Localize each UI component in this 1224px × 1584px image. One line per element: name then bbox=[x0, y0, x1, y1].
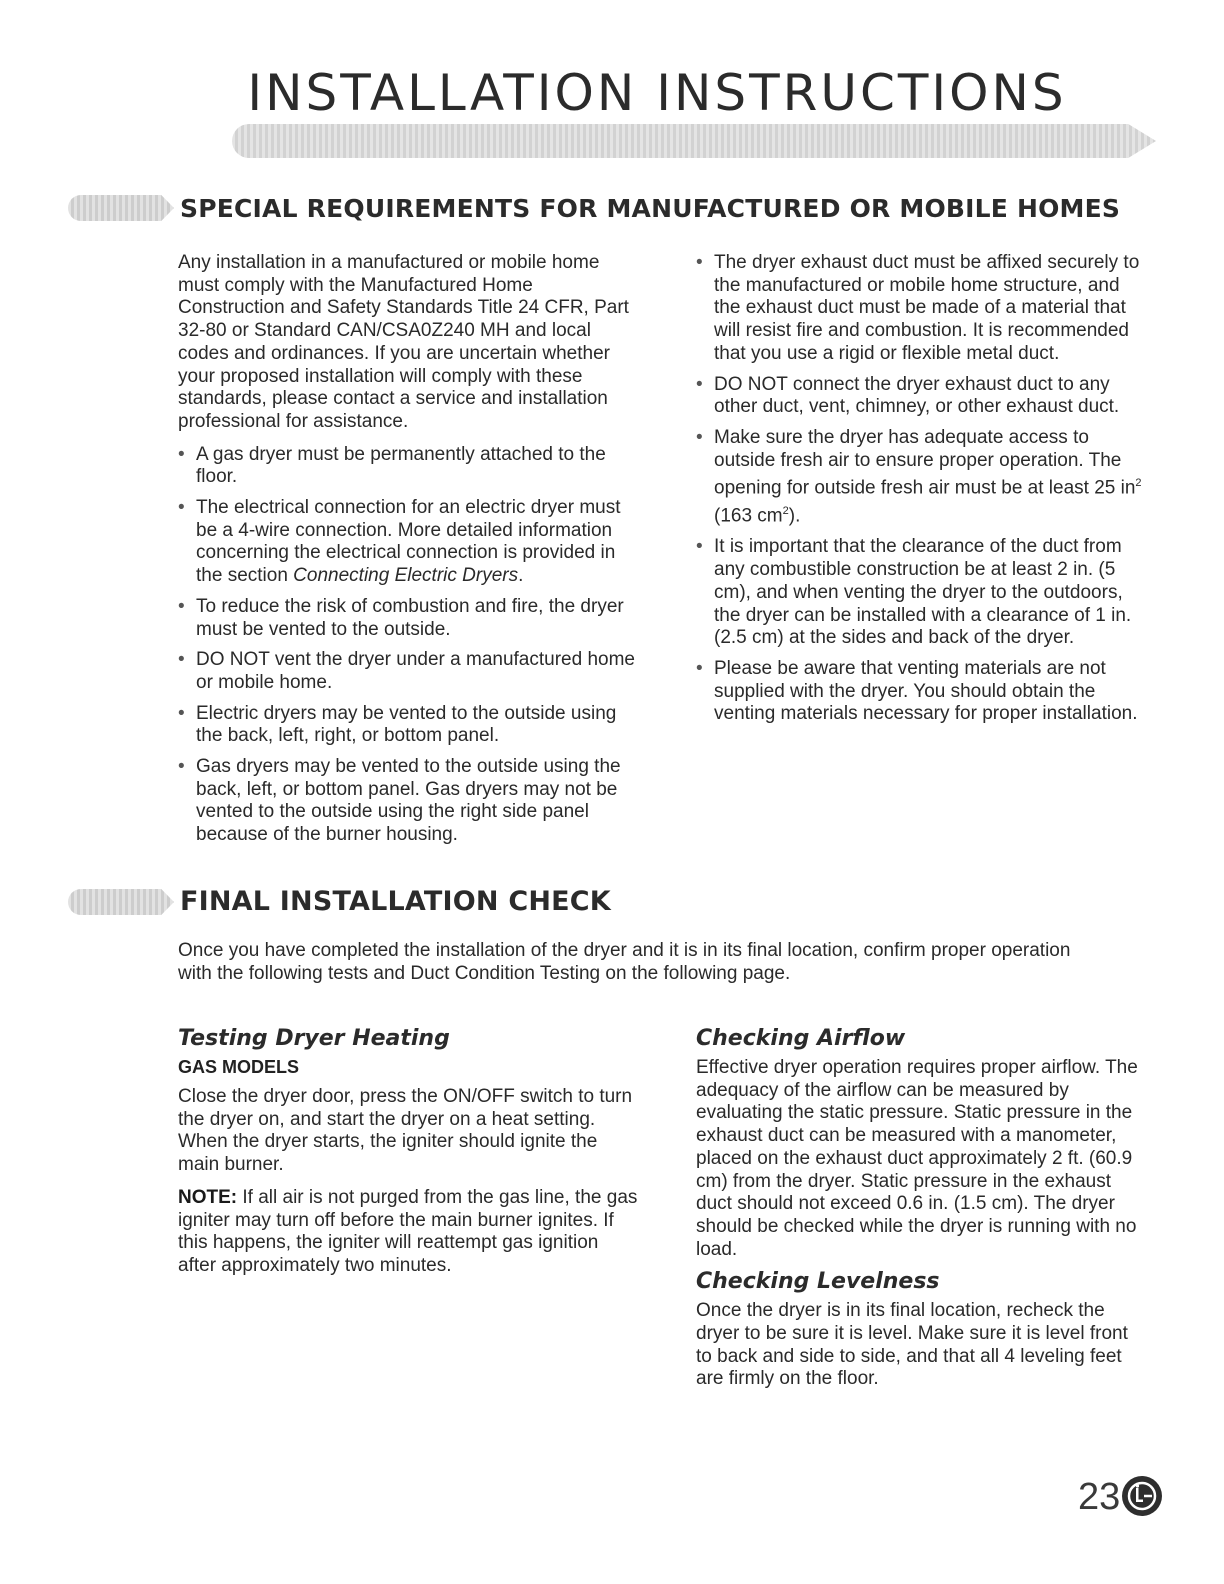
testing-heating-block bbox=[178, 1026, 638, 1278]
section2-intro: Once you have completed the installation of the dryer and it is in its final location, confirm proper operation with the following tests and Duct Condition Testing on the following page. bbox=[178, 940, 1071, 984]
list-item: • To reduce the risk of combustion and fire, the dryer must be vented to the outside. bbox=[178, 596, 638, 641]
gas-models-label: GAS MODELS bbox=[178, 1057, 300, 1077]
checking-airflow-block bbox=[696, 1026, 1144, 1391]
subheading-checking-levelness: Checking Levelness bbox=[696, 1269, 940, 1295]
list-item: • The dryer exhaust duct must be affixed securely to the manufactured or mobile home structure, and the exhaust duct must be made of a material that will resist fire and combustion. It is recommended that you use a rigid or flexible metal duct. bbox=[696, 252, 1148, 366]
section1-left-column bbox=[178, 252, 638, 855]
subheading-checking-airflow: Checking Airflow bbox=[696, 1026, 906, 1051]
page-title: INSTALLATION INSTRUCTIONS bbox=[247, 64, 1067, 122]
section1-intro: Any installation in a manufactured or mobile home must comply with the Manufactured Home Construction and Safety Standards Title 24 CFR, Part 32-80 or Standard CAN/CSA0Z240 MH and local codes and ordinances. If you are uncertain whether your proposed installation will comply with these standards, please contact a service and installation professional for assistance. bbox=[178, 252, 629, 432]
section1-right-bullets bbox=[696, 252, 1148, 726]
levelness-text: Once the dryer is in its final location, recheck the dryer to be sure it is level. Make sure it is level front to back and side to side, and that all 4 leveling feet are firmly on the floor. bbox=[696, 1300, 1128, 1390]
lg-logo-icon bbox=[1122, 1476, 1162, 1516]
subheading-testing-heating: Testing Dryer Heating bbox=[178, 1026, 450, 1051]
heating-note: NOTE: If all air is not purged from the gas line, the gas igniter may turn off before the main burner ignites. If this happens, the igniter will reattempt gas ignition after approximately two minutes. bbox=[178, 1186, 638, 1276]
list-item: • Gas dryers may be vented to the outside using the back, left, or bottom panel. Gas dryers may not be vented to the outside using the right side panel because of the burner housing. bbox=[178, 756, 638, 847]
list-item: • DO NOT connect the dryer exhaust duct to any other duct, vent, chimney, or other exhaust duct. bbox=[696, 374, 1148, 419]
section1-right-column bbox=[696, 252, 1148, 734]
section-heading-final-check: FINAL INSTALLATION CHECK bbox=[180, 886, 611, 917]
list-item: • Please be aware that venting materials are not supplied with the dryer. You should obtain the venting materials necessary for proper installation. bbox=[696, 658, 1148, 726]
section-reference: Connecting Electric Dryers bbox=[293, 565, 519, 587]
list-item: • DO NOT vent the dryer under a manufactured home or mobile home. bbox=[178, 649, 638, 694]
list-item: • The electrical connection for an electric dryer must be a 4-wire connection. More detailed information concerning the electrical connection is provided in the section Connecting Electric Dryers. bbox=[178, 497, 638, 588]
airflow-text: Effective dryer operation requires proper airflow. The adequacy of the airflow can be measured by evaluating the static pressure. Static pressure in the exhaust duct can be measured with a manometer, placed on the exhaust duct approximately 2 ft. (60.9 cm) from the dryer. Static pressure in the exhaust duct should not exceed 0.6 in. (1.5 cm). The dryer should be checked while the dryer is running with no load. bbox=[696, 1057, 1138, 1260]
section-arrow-icon bbox=[68, 889, 174, 915]
section-arrow-icon bbox=[68, 195, 174, 221]
heating-text: Close the dryer door, press the ON/OFF switch to turn the dryer on, and start the dryer on a heat setting. When the dryer starts, the igniter should ignite the main burner. bbox=[178, 1086, 633, 1176]
list-item: • Make sure the dryer has adequate access to outside fresh air to ensure proper operation. The opening for outside fresh air must be at least 25 $in^2$ (163 $cm^2$). bbox=[696, 427, 1148, 528]
section-heading-mobile-homes: SPECIAL REQUIREMENTS FOR MANUFACTURED OR MOBILE HOMES bbox=[180, 194, 1121, 223]
page-number: 23 bbox=[1078, 1476, 1121, 1518]
note-label: NOTE: bbox=[178, 1186, 238, 1208]
section2-intro-block bbox=[178, 940, 1078, 985]
section1-left-bullets bbox=[178, 444, 638, 847]
title-bar-decoration bbox=[232, 124, 1156, 158]
list-item: • It is important that the clearance of the duct from any combustible construction be at least 2 in. (5 cm), and when venting the dryer to the outdoors, the dryer can be installed with a clearance of 1 in. (2.5 cm) at the sides and back of the dryer. bbox=[696, 536, 1148, 650]
list-item: • Electric dryers may be vented to the outside using the back, left, right, or bottom panel. bbox=[178, 703, 638, 748]
list-item: • A gas dryer must be permanently attached to the floor. bbox=[178, 444, 638, 489]
